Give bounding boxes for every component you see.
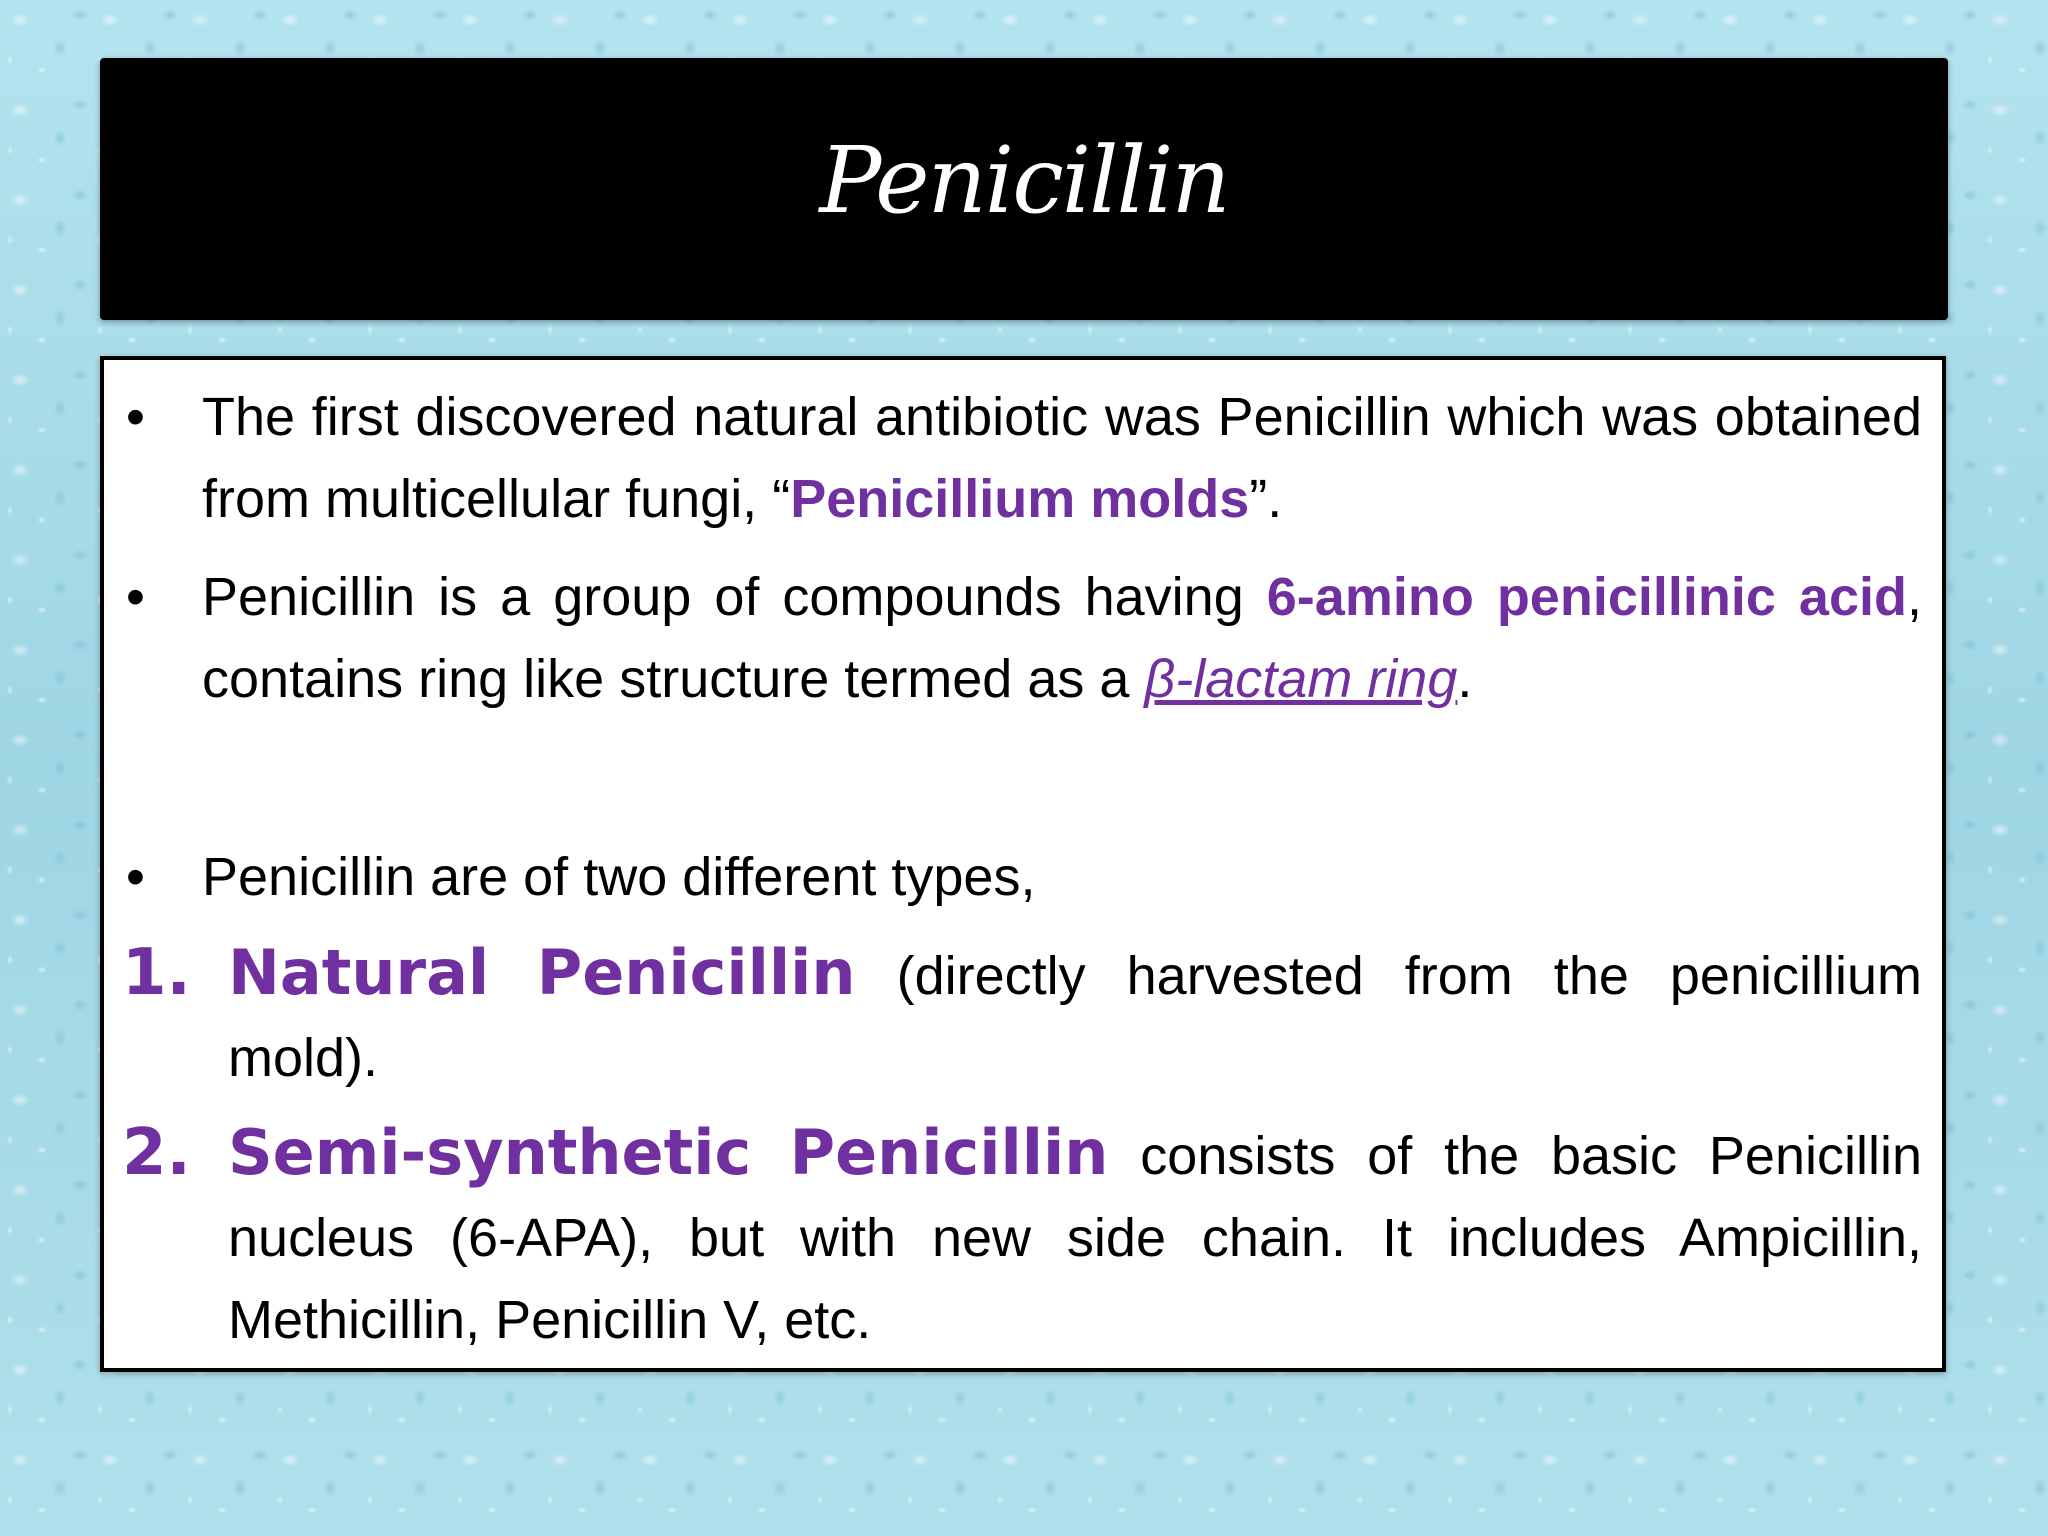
bullet-icon: • — [126, 387, 145, 447]
numbered-body-1: (directly harvested from the penicillium mold). — [228, 946, 1922, 1088]
bullet-1-highlight: Penicillium molds — [790, 469, 1250, 529]
bullet-2-pre: Penicillin is a group of compounds having — [202, 567, 1267, 627]
slide-title: Penicillin — [819, 126, 1229, 234]
bullet-2-post: . — [1457, 649, 1473, 709]
bullet-icon: • — [126, 567, 145, 627]
title-bar — [100, 58, 1948, 320]
numbered-head-2: Semi-synthetic Penicillin — [228, 1116, 1109, 1189]
numbered-label-2: 2. — [122, 1116, 191, 1190]
bullet-text-3: Penicillin are of two different types, — [202, 847, 1036, 907]
beta-lactam-link[interactable]: β-lactam ring — [1144, 649, 1458, 709]
bullet-1-post: ”. — [1249, 469, 1283, 529]
numbered-text-1 — [228, 932, 1922, 1099]
bullet-1-pre: The first discovered natural antibiotic was Penicillin which was obtained from multicellular fungi, “ — [202, 387, 1922, 529]
bullet-2-highlight: 6-amino penicillinic acid — [1266, 567, 1907, 627]
content-box — [100, 356, 1946, 1372]
numbered-text-2 — [228, 1112, 1922, 1361]
bullet-icon: • — [126, 847, 145, 907]
bullet-text-1 — [202, 376, 1922, 540]
bullet-2-mid: , contains ring like structure termed as a — [202, 567, 1922, 709]
numbered-body-2: consists of the basic Penicillin nucleus (6-APA), but with new side chain. It includes Ampicillin, Methicillin, Penicillin V, etc. — [228, 1126, 1922, 1350]
bullet-text-2 — [202, 556, 1922, 720]
numbered-head-1: Natural Penicillin — [228, 936, 856, 1009]
numbered-label-1: 1. — [122, 936, 191, 1010]
